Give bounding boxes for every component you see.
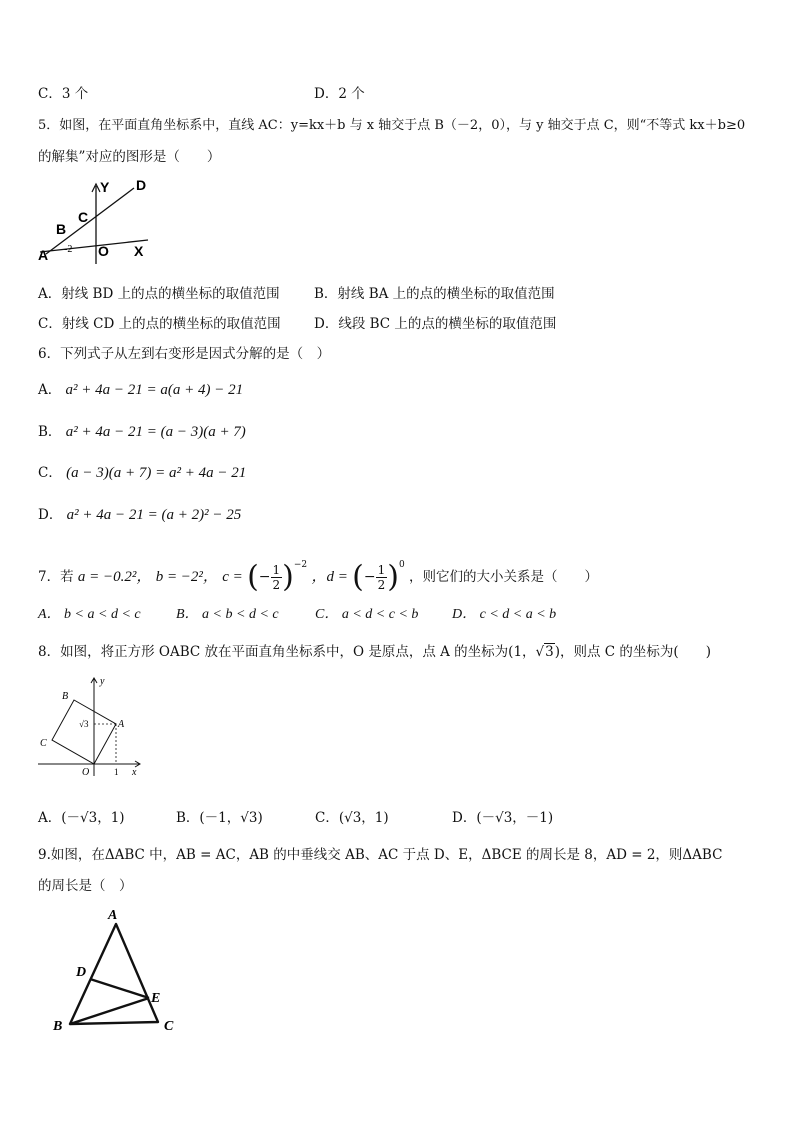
q8-square (52, 700, 116, 764)
q5-option-c: C．射线 CD 上的点的横坐标的取值范围 (38, 316, 281, 332)
q7-c-exp: −2 (293, 560, 308, 570)
q8-label-sqrt3: √3 (79, 719, 89, 729)
q4-option-c: C．3 个 (38, 86, 89, 102)
q7-prefix: 7．若 (38, 569, 74, 585)
q7-c-num: 1 (272, 563, 281, 577)
q7-c-fraction (271, 563, 283, 592)
q6-option-d (38, 503, 241, 524)
q8-stem: 8．如图，将正方形 OABC 放在平面直角坐标系中，O 是原点，点 A 的坐标为(1，√3)，则点 C 的坐标为( ) (38, 644, 711, 660)
q8-label-y: y (100, 676, 105, 687)
q8-label-a: A (118, 719, 125, 730)
q5-option-a: A．射线 BD 上的点的横坐标的取值范围 (38, 286, 280, 302)
q5-option-d: D．线段 BC 上的点的横坐标的取值范围 (314, 316, 557, 332)
q7-suffix: ，则它们的大小关系是（ ） (408, 569, 598, 585)
q5-label-a: A (38, 247, 49, 263)
q7-d-lhs: ，d = (311, 569, 348, 585)
q8-label-o: O (82, 767, 90, 778)
q8-option-b: B．(－1，√3) (176, 810, 263, 826)
q7-d-num: 1 (377, 563, 386, 577)
q6-option-d-label: D． (38, 507, 63, 523)
q6-option-a-expr: a² + 4a − 21 = a(a + 4) − 21 (65, 382, 244, 398)
q8-figure (36, 672, 146, 782)
q7-stem: 7．若 a = −0.2²， b = −2²， c = (− $\frac{1}{2}$ )$^{-2}$ ，d = (− $\frac{1}{2}$ )$^0$ ，则它们的大小关系是（ ） (38, 559, 598, 595)
q7-a-def: a = −0.2²， (77, 569, 152, 585)
q5-stem-line2: 的解集”对应的图形是（ ） (38, 149, 221, 165)
q9-label-b: B (53, 1019, 63, 1034)
q6-option-c (38, 461, 246, 482)
q9-figure (46, 902, 186, 1038)
q8-stem-pre: 8．如图，将正方形 OABC 放在平面直角坐标系中，O 是原点，点 A 的坐标为(1， (38, 644, 536, 660)
q9-label-d: D (76, 965, 87, 980)
q8-label-c: C (40, 738, 47, 749)
q8-option-d: D．(－√3，－1) (452, 810, 554, 826)
q7-option-a: A． b < a < d < c (38, 607, 141, 622)
q5-stem-line1: 5．如图，在平面直角坐标系中，直线 AC：y=kx＋b 与 x 轴交于点 B（－2，0），与 y 轴交于点 C，则“不等式 kx＋b≥0 (38, 118, 746, 133)
q6-option-b-expr: a² + 4a − 21 = (a − 3)(a + 7) (65, 424, 246, 440)
q6-option-c-label: C． (38, 465, 62, 481)
q9-stem-line2: 的周长是（ ） (38, 878, 133, 894)
q6-option-c-expr: (a − 3)(a + 7) = a² + 4a − 21 (66, 465, 247, 481)
q7-d-fraction (376, 563, 388, 592)
q5-option-b: B．射线 BA 上的点的横坐标的取值范围 (314, 286, 555, 302)
q9-stem-line1: 9.如图，在ΔABC 中，AB = AC，AB 的中垂线交 AB、AC 于点 D、E，ΔBCE 的周长是 8，AD = 2，则ΔABC (38, 847, 723, 863)
q8-label-x: x (132, 767, 137, 778)
q6-option-b (38, 420, 246, 441)
q5-label-d: D (136, 177, 147, 193)
q9-label-a: A (108, 908, 118, 923)
q6-option-a-label: A． (38, 382, 62, 398)
q6-option-d-expr: a² + 4a − 21 = (a + 2)² − 25 (66, 507, 242, 523)
q5-label-c: C (78, 209, 89, 225)
q5-label-b: B (56, 221, 67, 237)
q9-label-e: E (151, 991, 161, 1006)
q5-figure (36, 174, 160, 266)
q5-label-o: O (98, 243, 109, 259)
q7-c-den: 2 (272, 578, 281, 592)
q8-option-c: C．(√3，1) (315, 810, 389, 826)
q7-d-exp: 0 (398, 560, 405, 570)
q9-segment-be (70, 998, 149, 1024)
q6-option-a (38, 378, 243, 399)
q9-label-c: C (164, 1019, 174, 1034)
q7-c-lhs: c = (222, 569, 243, 585)
q6-option-b-label: B． (38, 424, 62, 440)
q7-option-d: D． c < d < a < b (452, 607, 557, 622)
q7-b-def: b = −2²， (155, 569, 218, 585)
q4-option-d: D．2 个 (314, 86, 365, 102)
q8-option-a: A．(－√3，1) (38, 810, 125, 826)
q7-option-b: B． a < b < d < c (176, 607, 279, 622)
q8-stem-sqrt: 3 (545, 644, 554, 660)
q8-label-b: B (62, 691, 69, 702)
q8-stem-post: )，则点 C 的坐标为( ) (554, 644, 711, 660)
q5-label-minus2: -2 (64, 244, 73, 255)
q6-stem: 6．下列式子从左到右变形是因式分解的是（ ） (38, 346, 331, 362)
q5-label-y: Y (100, 179, 110, 195)
q7-option-c: C． a < d < c < b (315, 607, 419, 622)
q5-label-x: X (134, 243, 144, 259)
q7-d-den: 2 (377, 578, 386, 592)
q8-label-1: 1 (114, 767, 119, 777)
